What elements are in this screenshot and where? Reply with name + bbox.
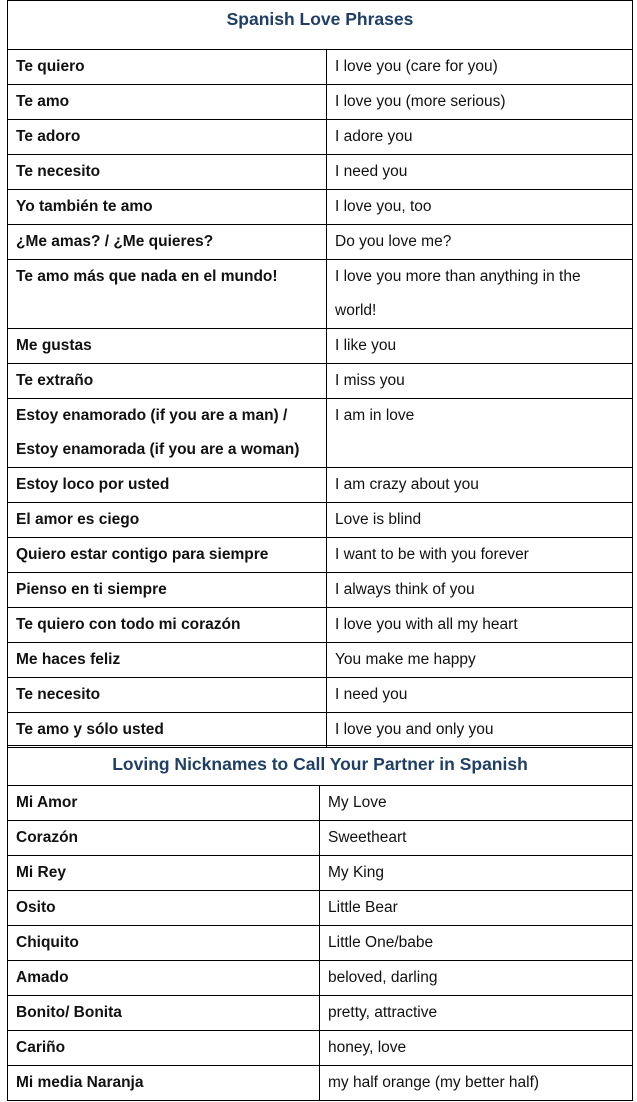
table-row xyxy=(8,260,633,329)
spanish-phrase: Estoy loco por usted xyxy=(8,468,327,503)
spanish-phrase: ¿Me amas? / ¿Me quieres? xyxy=(8,225,327,260)
table-row xyxy=(8,190,633,225)
english-translation: I am in love xyxy=(327,399,633,468)
spanish-phrase: El amor es ciego xyxy=(8,503,327,538)
english-translation: I love you and only you xyxy=(327,713,633,748)
phrase-line: Estoy enamorado (if you are a man) / xyxy=(16,407,288,424)
english-translation: Do you love me? xyxy=(327,225,633,260)
table-row xyxy=(8,329,633,364)
english-translation: You make me happy xyxy=(327,643,633,678)
english-translation: I like you xyxy=(327,329,633,364)
table-row xyxy=(8,713,633,748)
english-translation: I love you, too xyxy=(327,190,633,225)
phrase-line: Estoy enamorada (if you are a woman) xyxy=(16,441,300,458)
english-meaning: My Love xyxy=(320,786,633,821)
english-meaning: My King xyxy=(320,856,633,891)
table-row xyxy=(8,678,633,713)
table-title-row xyxy=(8,1,633,50)
english-translation: I miss you xyxy=(327,364,633,399)
english-meaning: beloved, darling xyxy=(320,961,633,996)
spanish-nickname: Amado xyxy=(8,961,320,996)
table-row xyxy=(8,821,633,856)
table-row xyxy=(8,468,633,503)
table-row xyxy=(8,891,633,926)
table-title-row xyxy=(8,746,633,786)
spanish-phrase: Te amo xyxy=(8,85,327,120)
spanish-phrase: Te quiero xyxy=(8,50,327,85)
table-row xyxy=(8,225,633,260)
table-row xyxy=(8,120,633,155)
table-row xyxy=(8,1066,633,1101)
spanish-phrase: Te quiero con todo mi corazón xyxy=(8,608,327,643)
table-row xyxy=(8,926,633,961)
spanish-phrase: Te extraño xyxy=(8,364,327,399)
nicknames-table xyxy=(7,745,633,1101)
english-meaning: Sweetheart xyxy=(320,821,633,856)
spanish-phrase: Te amo y sólo usted xyxy=(8,713,327,748)
table-row xyxy=(8,85,633,120)
english-translation: I need you xyxy=(327,155,633,190)
spanish-phrase: Me haces feliz xyxy=(8,643,327,678)
table-row xyxy=(8,961,633,996)
spanish-phrase: Pienso en ti siempre xyxy=(8,573,327,608)
table-row xyxy=(8,608,633,643)
table-row xyxy=(8,155,633,190)
spanish-phrase: Te amo más que nada en el mundo! xyxy=(8,260,327,329)
english-translation: Love is blind xyxy=(327,503,633,538)
spanish-phrase: Yo también te amo xyxy=(8,190,327,225)
english-translation: I love you (care for you) xyxy=(327,50,633,85)
english-translation: I am crazy about you xyxy=(327,468,633,503)
english-meaning: Little Bear xyxy=(320,891,633,926)
table-row xyxy=(8,856,633,891)
spanish-nickname: Mi Amor xyxy=(8,786,320,821)
spanish-phrase: Te adoro xyxy=(8,120,327,155)
spanish-nickname: Osito xyxy=(8,891,320,926)
spanish-nickname: Corazón xyxy=(8,821,320,856)
english-translation: I need you xyxy=(327,678,633,713)
table-row xyxy=(8,996,633,1031)
spanish-phrase xyxy=(8,399,327,468)
table-title: Loving Nicknames to Call Your Partner in Spanish xyxy=(8,746,633,786)
spanish-phrase: Te necesito xyxy=(8,155,327,190)
table-row xyxy=(8,538,633,573)
table-row xyxy=(8,786,633,821)
spanish-nickname: Mi Rey xyxy=(8,856,320,891)
table-row xyxy=(8,503,633,538)
spanish-phrase: Quiero estar contigo para siempre xyxy=(8,538,327,573)
translation-line: world! xyxy=(335,302,377,319)
spanish-phrase: Me gustas xyxy=(8,329,327,364)
love-phrases-table xyxy=(7,0,633,748)
english-translation: I always think of you xyxy=(327,573,633,608)
spanish-nickname: Cariño xyxy=(8,1031,320,1066)
english-translation: I love you (more serious) xyxy=(327,85,633,120)
translation-line: I love you more than anything in the xyxy=(335,268,581,285)
english-meaning: my half orange (my better half) xyxy=(320,1066,633,1101)
english-meaning: pretty, attractive xyxy=(320,996,633,1031)
english-translation: I want to be with you forever xyxy=(327,538,633,573)
spanish-phrase: Te necesito xyxy=(8,678,327,713)
english-translation: I adore you xyxy=(327,120,633,155)
english-translation xyxy=(327,260,633,329)
english-meaning: Little One/babe xyxy=(320,926,633,961)
table-row xyxy=(8,399,633,468)
table-title: Spanish Love Phrases xyxy=(8,1,633,50)
table-row xyxy=(8,573,633,608)
english-meaning: honey, love xyxy=(320,1031,633,1066)
table-row xyxy=(8,1031,633,1066)
english-translation: I love you with all my heart xyxy=(327,608,633,643)
table-row xyxy=(8,643,633,678)
table-row xyxy=(8,50,633,85)
spanish-nickname: Bonito/ Bonita xyxy=(8,996,320,1031)
spanish-nickname: Mi media Naranja xyxy=(8,1066,320,1101)
spanish-nickname: Chiquito xyxy=(8,926,320,961)
table-row xyxy=(8,364,633,399)
